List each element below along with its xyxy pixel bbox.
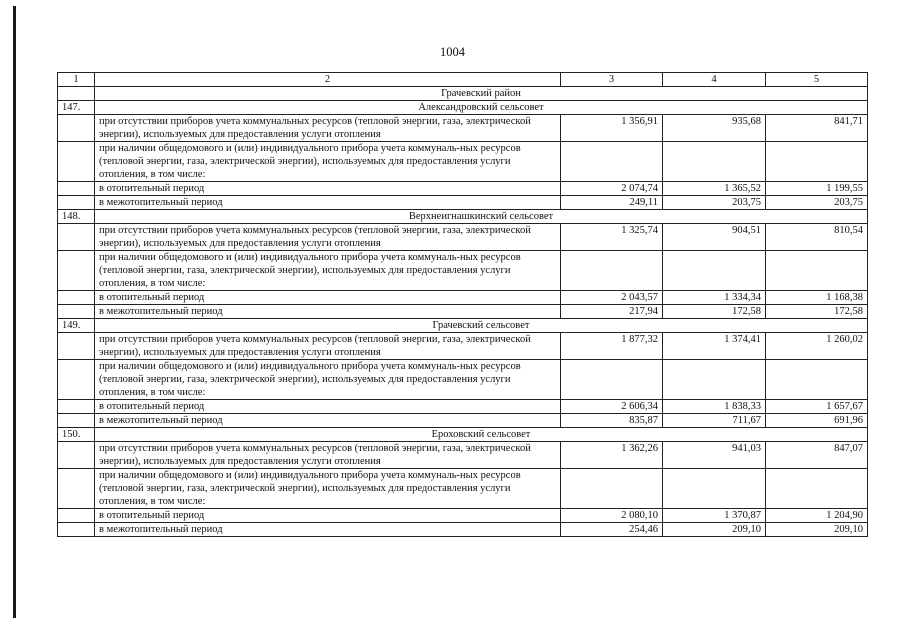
description-cell: при наличии общедомового и (или) индивидуального прибора учета коммуналь-ных ресурсов (тепловой энергии, газа, электрической энергии), используемых для предоставления услуги отопления, в том числе: — [95, 469, 561, 509]
table-row — [58, 360, 868, 400]
tariff-table-body — [58, 73, 868, 537]
index-cell — [58, 400, 95, 414]
value-cell-v5: 172,58 — [766, 305, 868, 319]
tariff-table — [57, 72, 868, 537]
value-cell-v3 — [561, 251, 663, 291]
value-cell-v4: 1 374,41 — [663, 333, 766, 360]
index-cell — [58, 182, 95, 196]
district-index-cell — [58, 87, 95, 101]
description-cell: при наличии общедомового и (или) индивидуального прибора учета коммуналь-ных ресурсов (тепловой энергии, газа, электрической энергии), используемых для предоставления услуги отопления, в том числе: — [95, 360, 561, 400]
table-row — [58, 224, 868, 251]
page-number: 1004 — [440, 45, 465, 59]
column-header: 3 — [561, 73, 663, 87]
value-cell-v3: 835,87 — [561, 414, 663, 428]
section-header-row — [58, 319, 868, 333]
value-cell-v5 — [766, 142, 868, 182]
index-cell — [58, 142, 95, 182]
section-index: 149. — [58, 319, 95, 333]
value-cell-v4 — [663, 142, 766, 182]
description-cell: при отсутствии приборов учета коммунальных ресурсов (тепловой энергии, газа, электрической энергии), используемых для предоставления услуги отопления — [95, 333, 561, 360]
table-row — [58, 509, 868, 523]
district-name: Грачевский район — [95, 87, 868, 101]
section-header-row — [58, 210, 868, 224]
table-row — [58, 291, 868, 305]
description-cell: при отсутствии приборов учета коммунальных ресурсов (тепловой энергии, газа, электрической энергии), используемых для предоставления услуги отопления — [95, 224, 561, 251]
value-cell-v5: 810,54 — [766, 224, 868, 251]
index-cell — [58, 469, 95, 509]
table-row — [58, 333, 868, 360]
value-cell-v3: 2 074,74 — [561, 182, 663, 196]
description-cell: при наличии общедомового и (или) индивидуального прибора учета коммуналь-ных ресурсов (тепловой энергии, газа, электрической энергии), используемых для предоставления услуги отопления, в том числе: — [95, 142, 561, 182]
section-header-row — [58, 428, 868, 442]
section-name: Верхнеигнашкинский сельсовет — [95, 210, 868, 224]
description-cell: в межотопительный период — [95, 196, 561, 210]
column-header: 1 — [58, 73, 95, 87]
table-row — [58, 142, 868, 182]
value-cell-v3: 1 362,26 — [561, 442, 663, 469]
table-row — [58, 400, 868, 414]
value-cell-v4: 904,51 — [663, 224, 766, 251]
description-cell: при отсутствии приборов учета коммунальных ресурсов (тепловой энергии, газа, электрической энергии), используемых для предоставления услуги отопления — [95, 115, 561, 142]
value-cell-v4: 172,58 — [663, 305, 766, 319]
index-cell — [58, 509, 95, 523]
value-cell-v3: 1 325,74 — [561, 224, 663, 251]
value-cell-v3: 2 080,10 — [561, 509, 663, 523]
section-index: 148. — [58, 210, 95, 224]
value-cell-v5: 209,10 — [766, 523, 868, 537]
description-cell: в межотопительный период — [95, 414, 561, 428]
index-cell — [58, 291, 95, 305]
index-cell — [58, 523, 95, 537]
value-cell-v4: 711,67 — [663, 414, 766, 428]
value-cell-v5 — [766, 469, 868, 509]
description-cell: в отопительный период — [95, 509, 561, 523]
value-cell-v5: 1 657,67 — [766, 400, 868, 414]
value-cell-v5: 1 204,90 — [766, 509, 868, 523]
value-cell-v4: 1 370,87 — [663, 509, 766, 523]
index-cell — [58, 196, 95, 210]
description-cell: в отопительный период — [95, 400, 561, 414]
value-cell-v3: 217,94 — [561, 305, 663, 319]
value-cell-v3: 1 356,91 — [561, 115, 663, 142]
column-header: 2 — [95, 73, 561, 87]
value-cell-v3: 1 877,32 — [561, 333, 663, 360]
value-cell-v5: 691,96 — [766, 414, 868, 428]
table-row — [58, 469, 868, 509]
value-cell-v4 — [663, 360, 766, 400]
description-cell: в межотопительный период — [95, 305, 561, 319]
value-cell-v3: 249,11 — [561, 196, 663, 210]
table-row — [58, 414, 868, 428]
value-cell-v4 — [663, 251, 766, 291]
section-name: Александровский сельсовет — [95, 101, 868, 115]
value-cell-v4: 1 838,33 — [663, 400, 766, 414]
value-cell-v4: 935,68 — [663, 115, 766, 142]
index-cell — [58, 251, 95, 291]
description-cell: при наличии общедомового и (или) индивидуального прибора учета коммуналь-ных ресурсов (тепловой энергии, газа, электрической энергии), используемых для предоставления услуги отопления, в том числе: — [95, 251, 561, 291]
value-cell-v5: 1 260,02 — [766, 333, 868, 360]
value-cell-v5: 203,75 — [766, 196, 868, 210]
value-cell-v5 — [766, 251, 868, 291]
value-cell-v3: 2 606,34 — [561, 400, 663, 414]
index-cell — [58, 115, 95, 142]
index-cell — [58, 442, 95, 469]
section-name: Грачевский сельсовет — [95, 319, 868, 333]
section-index: 150. — [58, 428, 95, 442]
section-header-row — [58, 101, 868, 115]
table-row — [58, 305, 868, 319]
value-cell-v3 — [561, 142, 663, 182]
section-index: 147. — [58, 101, 95, 115]
value-cell-v4 — [663, 469, 766, 509]
index-cell — [58, 360, 95, 400]
value-cell-v4: 203,75 — [663, 196, 766, 210]
value-cell-v4: 1 365,52 — [663, 182, 766, 196]
value-cell-v3: 2 043,57 — [561, 291, 663, 305]
table-row — [58, 115, 868, 142]
description-cell: при отсутствии приборов учета коммунальных ресурсов (тепловой энергии, газа, электрической энергии), используемых для предоставления услуги отопления — [95, 442, 561, 469]
description-cell: в межотопительный период — [95, 523, 561, 537]
value-cell-v4: 941,03 — [663, 442, 766, 469]
index-cell — [58, 414, 95, 428]
value-cell-v5 — [766, 360, 868, 400]
table-row — [58, 196, 868, 210]
description-cell: в отопительный период — [95, 291, 561, 305]
value-cell-v5: 1 168,38 — [766, 291, 868, 305]
column-number-row — [58, 73, 868, 87]
value-cell-v5: 841,71 — [766, 115, 868, 142]
description-cell: в отопительный период — [95, 182, 561, 196]
index-cell — [58, 224, 95, 251]
table-row — [58, 442, 868, 469]
column-header: 4 — [663, 73, 766, 87]
district-row — [58, 87, 868, 101]
column-header: 5 — [766, 73, 868, 87]
value-cell-v3 — [561, 469, 663, 509]
index-cell — [58, 305, 95, 319]
value-cell-v5: 847,07 — [766, 442, 868, 469]
table-row — [58, 182, 868, 196]
value-cell-v4: 1 334,34 — [663, 291, 766, 305]
value-cell-v3 — [561, 360, 663, 400]
value-cell-v3: 254,46 — [561, 523, 663, 537]
scan-edge-line — [13, 6, 16, 618]
table-row — [58, 523, 868, 537]
index-cell — [58, 333, 95, 360]
value-cell-v4: 209,10 — [663, 523, 766, 537]
value-cell-v5: 1 199,55 — [766, 182, 868, 196]
section-name: Ероховский сельсовет — [95, 428, 868, 442]
table-row — [58, 251, 868, 291]
